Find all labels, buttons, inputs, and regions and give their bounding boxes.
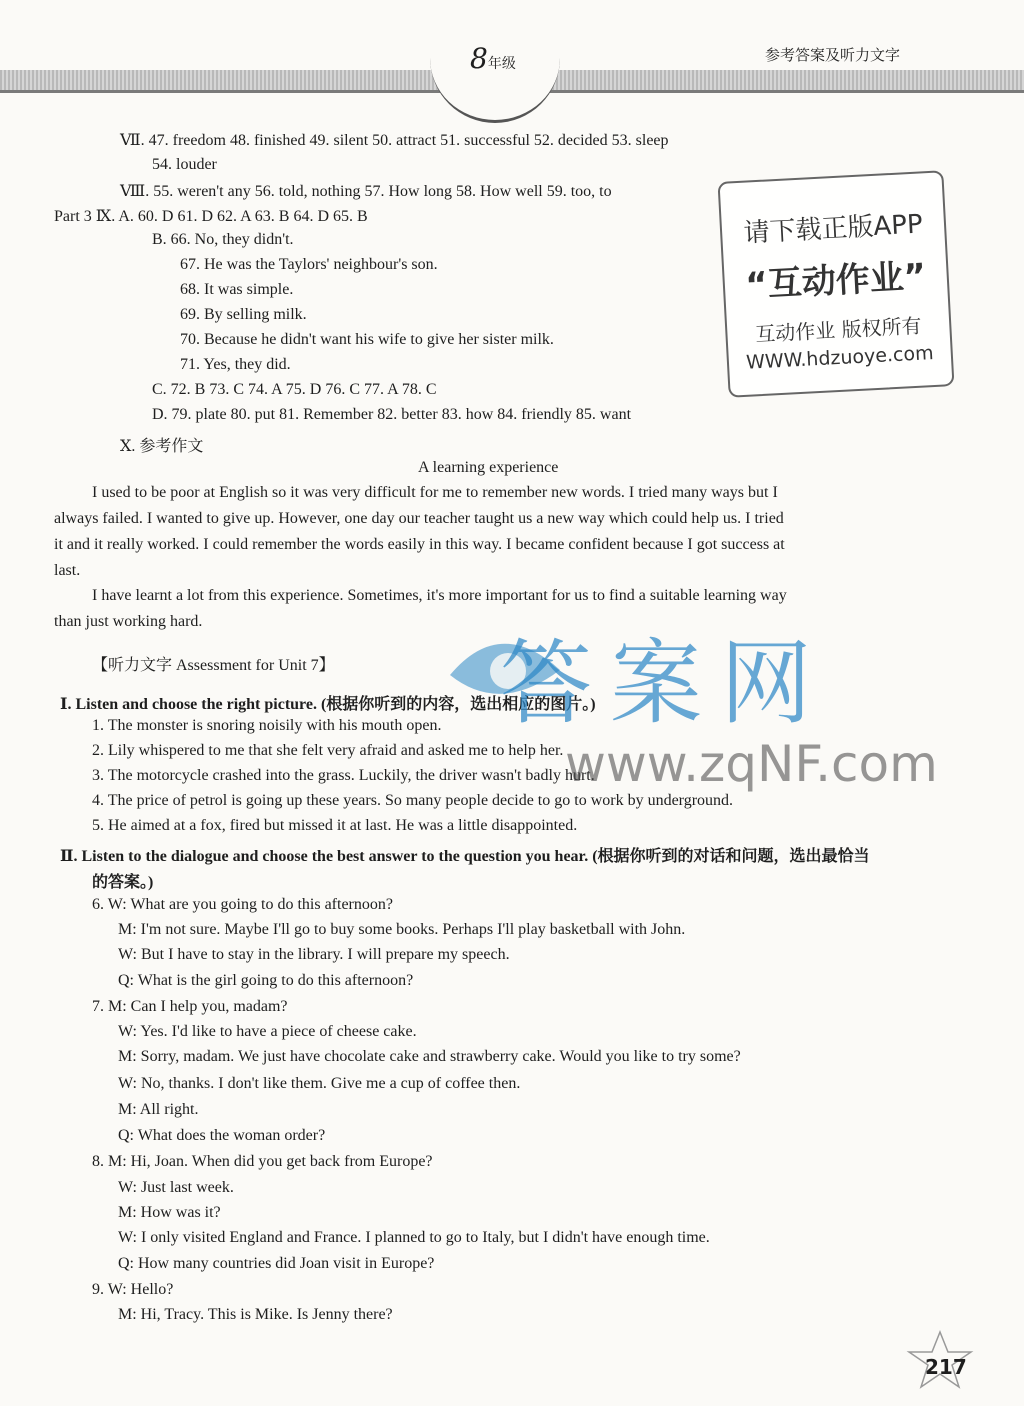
text-line: D. 79. plate 80. put 81. Remember 82. better 83. how 84. friendly 85. want — [152, 406, 632, 423]
stamp-line-3: 互动作业 版权所有 — [754, 313, 923, 347]
text-line: 7. M: Can I help you, madam? — [92, 998, 288, 1015]
text-line: B. 66. No, they didn't. — [152, 231, 294, 248]
text-line: 54. louder — [152, 156, 217, 173]
text-line: 67. He was the Taylors' neighbour's son. — [180, 256, 438, 273]
text-line: I have learnt a lot from this experience. Sometimes, it's more important for us to find a suitable learning way — [92, 587, 787, 604]
text-line: 70. Because he didn't want his wife to give her sister milk. — [180, 331, 554, 348]
stamp-line-4: WWW.hdzuoye.com — [745, 342, 935, 374]
header-title: 参考答案及听力文字 — [765, 46, 901, 64]
text-line: always failed. I wanted to give up. However, one day our teacher taught us a new way which could help us. I tried — [54, 510, 784, 527]
text-line: 2. Lily whispered to me that she felt very afraid and asked me to help her. — [92, 742, 564, 759]
text-line: W: Yes. I'd like to have a piece of cheese cake. — [118, 1023, 417, 1040]
text-line: Ⅷ. 55. weren't any 56. told, nothing 57. How long 58. How well 59. too, to — [120, 183, 612, 200]
grade-suffix: 年级 — [487, 56, 516, 72]
text-line: M: I'm not sure. Maybe I'll go to buy some books. Perhaps I'll play basketball with John. — [118, 921, 686, 938]
text-line: 3. The motorcycle crashed into the grass. Luckily, the driver wasn't badly hurt. — [92, 767, 595, 784]
text-line: Q: What is the girl going to do this afternoon? — [118, 972, 414, 989]
text-line: 4. The price of petrol is going up these years. So many people decide to go to work by underground. — [92, 792, 734, 809]
text-line: A learning experience — [418, 459, 559, 476]
stamp-line-1: 请下载正版APP — [742, 209, 924, 249]
text-line: Ⅶ. 47. freedom 48. finished 49. silent 50. attract 51. successful 52. decided 53. sleep — [120, 132, 669, 149]
text-line: 1. The monster is snoring noisily with his mouth open. — [92, 717, 442, 734]
text-line: 8. M: Hi, Joan. When did you get back from Europe? — [92, 1153, 433, 1170]
text-line: 【听力文字 Assessment for Unit 7】 — [92, 657, 335, 674]
text-line: I used to be poor at English so it was very difficult for me to remember new words. I tried many ways but I — [92, 484, 778, 501]
text-line: 的答案。) — [92, 874, 154, 891]
text-line: Ⅹ. 参考作文 — [120, 438, 204, 455]
page-number: 217 — [925, 1355, 967, 1379]
text-line: Q: How many countries did Joan visit in Europe? — [118, 1255, 435, 1272]
text-line: W: I only visited England and France. I planned to go to Italy, but I didn't have enough time. — [118, 1229, 710, 1246]
text-line: W: Just last week. — [118, 1179, 234, 1196]
text-line: 69. By selling milk. — [180, 306, 307, 323]
site-watermark-url: www.zqNF.com — [565, 735, 938, 793]
text-line: 6. W: What are you going to do this afternoon? — [92, 896, 393, 913]
text-line: M: Sorry, madam. We just have chocolate cake and strawberry cake. Would you like to try some? — [118, 1048, 741, 1065]
text-line: Ⅱ. Listen to the dialogue and choose the best answer to the question you hear. (根据你听到的对话和问题，选出最恰当 — [60, 848, 870, 865]
text-line: C. 72. B 73. C 74. A 75. D 76. C 77. A 78. C — [152, 381, 437, 398]
text-line: 5. He aimed at a fox, fired but missed it at last. He was a little disappointed. — [92, 817, 578, 834]
site-watermark-cn: 答案网 — [500, 630, 831, 737]
grade-number: 8 — [470, 42, 488, 75]
text-line: M: All right. — [118, 1101, 199, 1118]
text-line: last. — [54, 562, 81, 579]
stamp-line-2: “互动作业” — [744, 256, 928, 306]
text-line: 68. It was simple. — [180, 281, 294, 298]
text-line: than just working hard. — [54, 613, 203, 630]
text-line: Ⅰ. Listen and choose the right picture. (根据你听到的内容，选出相应的图片。) — [60, 696, 596, 713]
text-line: Part 3 Ⅸ. A. 60. D 61. D 62. A 63. B 64. D 65. B — [54, 208, 368, 225]
grade-mark — [470, 42, 516, 75]
text-line: Q: What does the woman order? — [118, 1127, 326, 1144]
text-line: W: No, thanks. I don't like them. Give me a cup of coffee then. — [118, 1075, 521, 1092]
text-line: 9. W: Hello? — [92, 1281, 174, 1298]
text-line: W: But I have to stay in the library. I will prepare my speech. — [118, 946, 510, 963]
text-line: it and it really worked. I could remember the words easily in this way. I became confident because I got success at — [54, 536, 785, 553]
text-line: 71. Yes, they did. — [180, 356, 291, 373]
text-line: M: Hi, Tracy. This is Mike. Is Jenny there? — [118, 1306, 393, 1323]
text-line: M: How was it? — [118, 1204, 221, 1221]
copyright-stamp — [718, 170, 955, 398]
